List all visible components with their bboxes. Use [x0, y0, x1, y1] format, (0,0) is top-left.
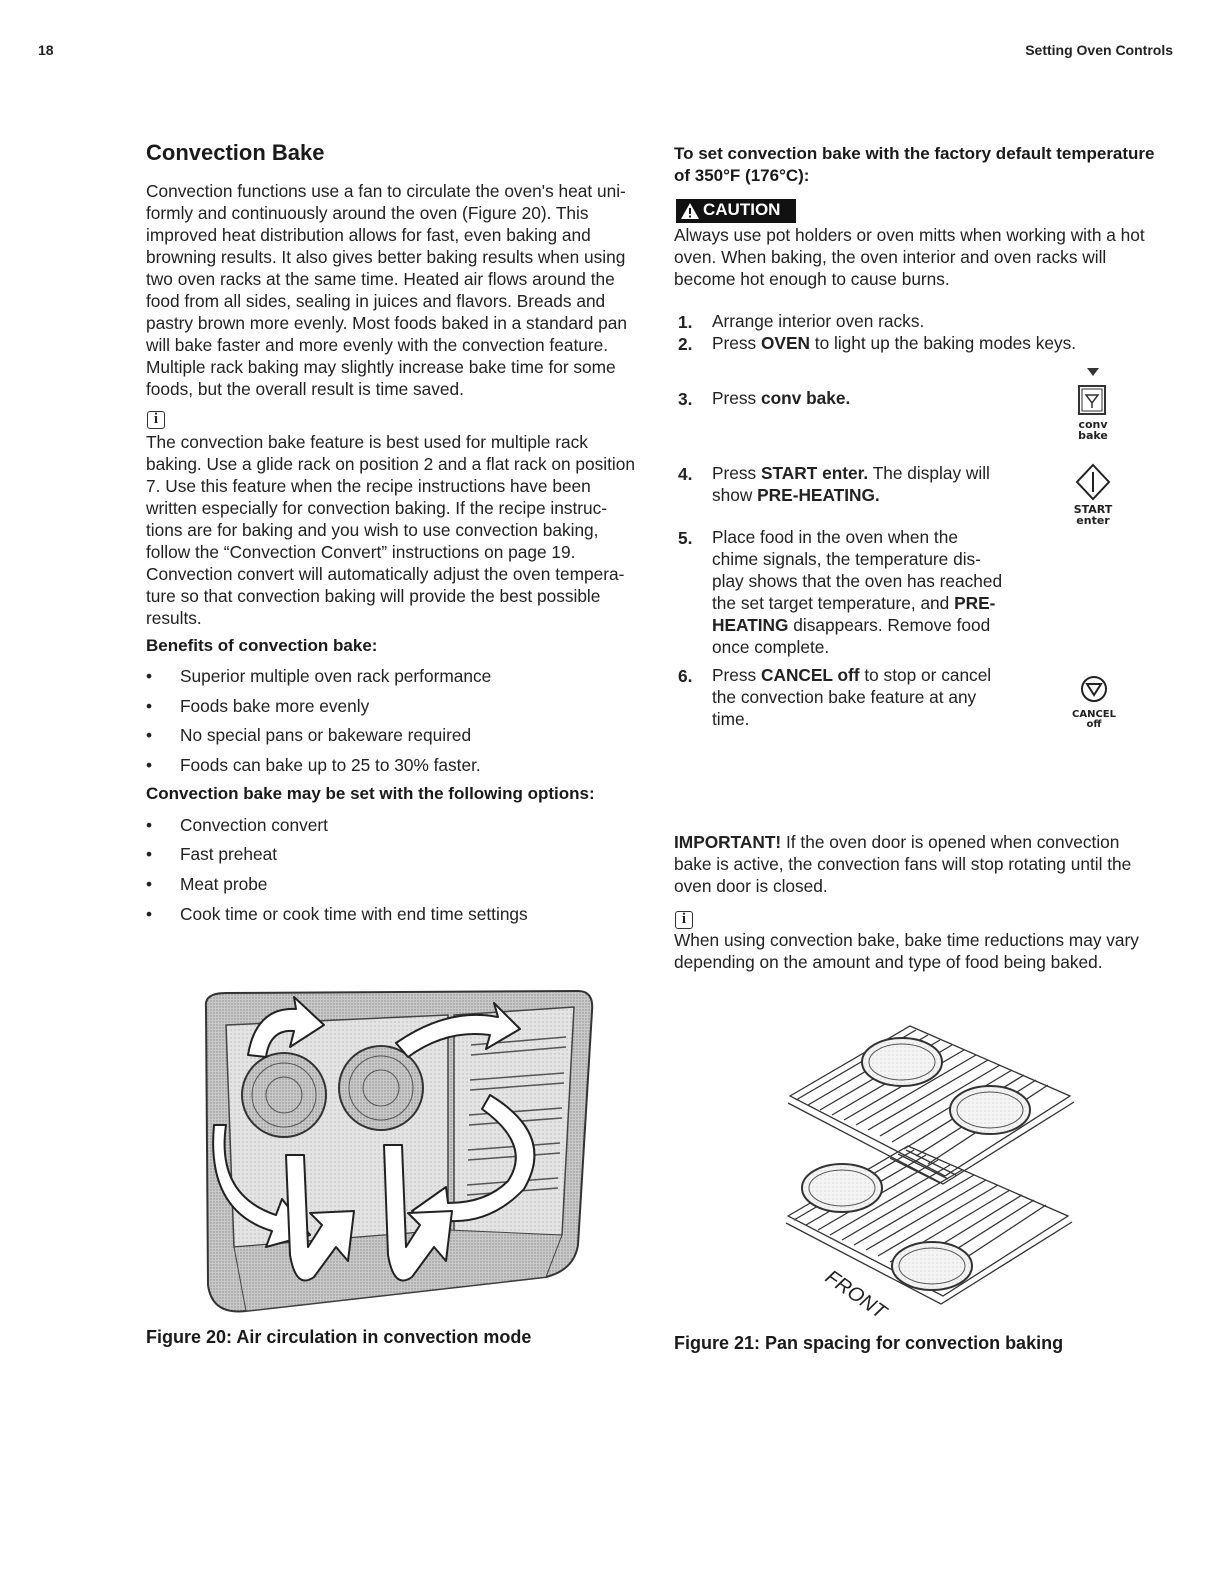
info-icon: i: [147, 411, 165, 429]
front-label: FRONT: [821, 1266, 891, 1324]
note-paragraph: The convection bake feature is best used for multiple rack baking. Use a glide rack on position 2 and a flat rack on position 7. Use this feature when the recipe instructions have been written especially for convection baking. If the recipe instruc- tions are for baking and you wish to use convection baking, follow the “Convection Convert” instructions on page 19. Convection convert will automatically adjust the oven tempera- ture so that convection baking will provide the best possible results.: [146, 432, 635, 628]
caution-text: CAUTION: [703, 200, 781, 219]
oven-air-circulation-figure: [186, 985, 598, 1315]
step-number: 1.: [678, 312, 693, 332]
step-number: 6.: [678, 666, 693, 686]
intro-paragraph: Convection functions use a fan to circulate the oven's heat uni- formly and continuously around the oven (Figure 20). This improved heat distribution allows for fast, even baking and browning results. It also gives better baking results when using two oven racks at the same time. Heated air flows around the food from all sides, sealing in juices and flavors. Breads and pastry brown more evenly. Most foods baked in a standard pan will bake faster and more evenly with the convection feature. Multiple rack baking may slightly increase bake time for some foods, but the overall result is time saved.: [146, 181, 627, 399]
step-4-text: Press START enter. The display will show PRE-HEATING.: [712, 463, 990, 505]
arrow-down-icon: [1086, 367, 1100, 377]
step-1-text: Arrange interior oven racks.: [712, 311, 925, 331]
procedure-heading: To set convection bake with the factory default temperature of 350°F (176°C):: [674, 144, 1155, 185]
start-enter-key-icon: [1073, 462, 1113, 502]
section-title: Convection Bake: [146, 140, 325, 165]
figure-21-caption: Figure 21: Pan spacing for convection baking: [674, 1333, 1064, 1353]
start-enter-key-label: START enter: [1073, 503, 1113, 527]
info-icon: i: [675, 911, 693, 929]
step-6-text: Press CANCEL off to stop or cancel the convection bake feature at any time.: [712, 665, 992, 729]
note-paragraph: When using convection bake, bake time reductions may vary depending on the amount and type of food being baked.: [674, 930, 1139, 972]
step-number: 5.: [678, 528, 693, 548]
conv-bake-key-icon: [1078, 385, 1106, 415]
caution-label: [676, 199, 796, 223]
step-3-text: Press conv bake.: [712, 388, 851, 408]
benefits-heading: Benefits of convection bake:: [146, 636, 378, 655]
figure-20-caption: Figure 20: Air circulation in convection mode: [146, 1327, 532, 1347]
running-header: Setting Oven Controls: [1025, 42, 1173, 58]
important-paragraph: IMPORTANT! If the oven door is opened when convection bake is active, the convection fans will stop rotating until the oven door is closed.: [674, 832, 1132, 896]
step-2-text: Press OVEN to light up the baking modes keys.: [712, 333, 1077, 353]
step-number: 3.: [678, 389, 693, 409]
options-heading: Convection bake may be set with the following options:: [146, 784, 595, 803]
step-number: 2.: [678, 334, 693, 354]
page-number: 18: [38, 42, 54, 58]
step-5-text: Place food in the oven when the chime signals, the temperature dis- play shows that the oven has reached the set target temperature, and PRE- HEATING disappears. Remove food once complete.: [712, 527, 1003, 657]
warning-triangle-icon: [680, 202, 700, 220]
conv-bake-key-label: conv bake: [1078, 418, 1108, 442]
pan-spacing-figure: [780, 1018, 1080, 1326]
caution-paragraph: Always use pot holders or oven mitts when working with a hot oven. When baking, the oven interior and oven racks will become hot enough to cause burns.: [674, 225, 1145, 289]
cancel-off-key-label: CANCEL off: [1072, 709, 1116, 730]
step-number: 4.: [678, 464, 693, 484]
cancel-off-key-icon: [1080, 675, 1108, 703]
